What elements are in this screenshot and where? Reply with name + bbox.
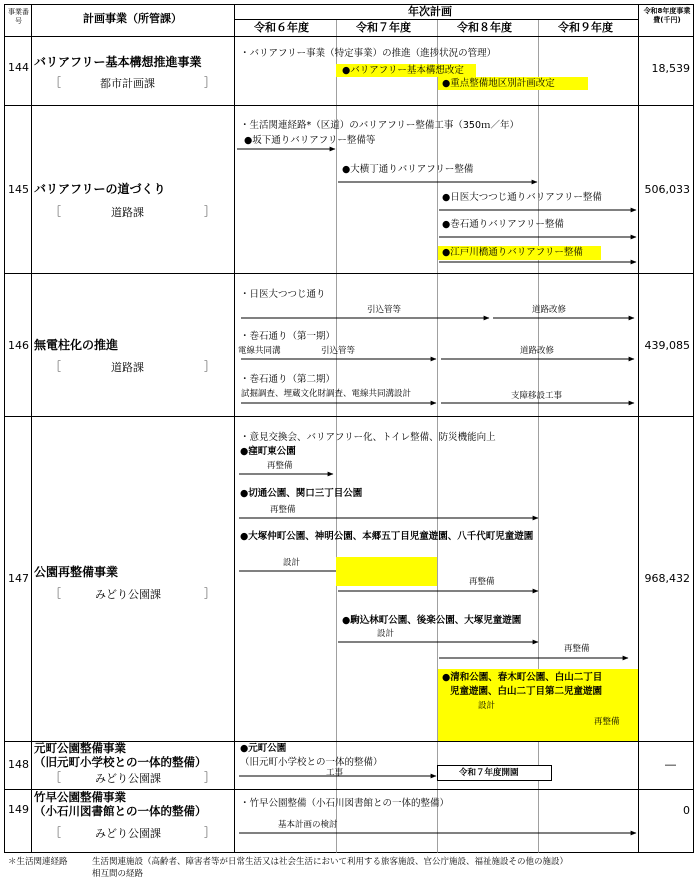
plan-item: 設計 — [283, 558, 301, 568]
row-title-sub: （小石川図書館との一体的整備） — [34, 804, 207, 818]
row-number: 144 — [8, 61, 29, 74]
plan-item: ・日医大つつじ通り — [240, 289, 326, 300]
plan-item: 基本計画の検討 — [278, 820, 338, 830]
plan-item: ●清和公園、春木町公園、白山二丁目 — [442, 672, 603, 683]
row-cost: 506,033 — [644, 183, 690, 196]
plan-item: ・巻石通り（第一期） — [240, 331, 336, 342]
plan-item: 引込管等 — [367, 305, 402, 315]
header-project: 計画事業（所管課） — [83, 12, 182, 25]
row-title: バリアフリーの道づくり — [34, 182, 166, 196]
plan-item: ●日医大つつじ通りバリアフリー整備 — [442, 192, 602, 203]
header-year-r7: 令和７年度 — [356, 21, 411, 34]
row-dept: 道路課 — [111, 206, 144, 219]
row-cost: 0 — [683, 804, 690, 817]
plan-item: ●大横丁通りバリアフリー整備 — [342, 164, 474, 175]
plan-item: ●バリアフリー基本構想改定 — [342, 65, 464, 76]
row-cost: ― — [665, 758, 676, 771]
plan-item: 再整備 — [564, 644, 590, 654]
plan-item: ●坂下通りバリアフリー整備等 — [244, 135, 376, 146]
plan-item: 引込管等 — [321, 346, 356, 356]
dept-bracket-close: ］ — [204, 771, 215, 784]
plan-item: （旧元町小学校との一体的整備） — [240, 757, 383, 768]
plan-item: ●駒込林町公園、後楽公園、大塚児童遊園 — [342, 615, 522, 626]
plan-item: 試掘調査、埋蔵文化財調査、電線共同溝設計 — [241, 389, 412, 399]
row-dept: みどり公園課 — [95, 827, 161, 840]
dept-bracket-close: ］ — [204, 205, 215, 218]
plan-item: 工事 — [326, 768, 344, 778]
row-cost: 439,085 — [644, 339, 690, 352]
footnote-label: ＊生活関連経路 — [8, 857, 68, 867]
plan-item: ●巻石通りバリアフリー整備 — [442, 219, 564, 230]
row-title-sub: （旧元町小学校との一体的整備） — [34, 755, 207, 769]
header-year-r9: 令和９年度 — [558, 21, 613, 34]
plan-item: ●元町公園 — [240, 743, 287, 754]
plan-item: 支障移設工事 — [511, 391, 563, 401]
dept-bracket-open: ［ — [50, 826, 61, 839]
opening-box-label: 令和７年度開園 — [459, 768, 519, 778]
plan-item: 道路改修 — [532, 305, 567, 315]
plan-item: 道路改修 — [520, 346, 555, 356]
plan-item: 再整備 — [270, 505, 296, 515]
plan-item: 再整備 — [267, 461, 293, 471]
footnote-text: 生活関連施設（高齢者、障害者等が日常生活又は社会生活において利用する旅客施設、官公庁施設、福祉施設その他の施設） — [92, 857, 569, 867]
footnote-text-cont: 相互間の経路 — [92, 869, 144, 879]
plan-item: 設計 — [478, 701, 496, 711]
plan-item: 児童遊園、白山二丁目第二児童遊園 — [450, 686, 603, 697]
dept-bracket-close: ］ — [204, 76, 215, 89]
header-cost: 令和8年度事業費(千円) — [643, 7, 691, 24]
plan-item: ・生活関連経路*（区道）のバリアフリー整備工事（350ｍ／年） — [240, 120, 520, 131]
plan-item: ・意見交換会、バリアフリー化、トイレ整備、防災機能向上 — [240, 432, 496, 443]
plan-item: ●窪町東公園 — [240, 446, 296, 457]
row-number: 149 — [8, 803, 29, 816]
plan-item: ・バリアフリー事業（特定事業）の推進（進捗状況の管理） — [240, 48, 497, 59]
dept-bracket-open: ［ — [50, 205, 61, 218]
header-year-r8: 令和８年度 — [457, 21, 512, 34]
row-dept: 都市計画課 — [100, 77, 155, 90]
row-cost: 968,432 — [644, 572, 690, 585]
highlight-design-otsuka — [336, 557, 437, 586]
plan-item: 設計 — [377, 629, 395, 639]
dept-bracket-open: ［ — [50, 587, 61, 600]
header-annual-plan: 年次計画 — [408, 5, 452, 18]
row-title: 公園再整備事業 — [34, 565, 119, 579]
row-number: 148 — [8, 758, 29, 771]
plan-item: 再整備 — [469, 577, 495, 587]
row-title: 元町公園整備事業 — [34, 741, 126, 755]
plan-item: ●重点整備地区別計画改定 — [442, 78, 555, 89]
row-dept: みどり公園課 — [95, 772, 161, 785]
row-title: バリアフリー基本構想推進事業 — [34, 55, 202, 69]
dept-bracket-close: ］ — [204, 587, 215, 600]
row-dept: 道路課 — [111, 361, 144, 374]
row-number: 145 — [8, 183, 29, 196]
dept-bracket-open: ［ — [50, 360, 61, 373]
header-no: 事業番号 — [8, 8, 29, 26]
plan-item: ●切通公園、関口三丁目公園 — [240, 488, 363, 499]
header-year-r6: 令和６年度 — [254, 21, 309, 34]
dept-bracket-open: ［ — [50, 76, 61, 89]
plan-item: ・竹早公園整備（小石川図書館との一体的整備） — [240, 798, 450, 809]
plan-item: 再整備 — [594, 717, 620, 727]
row-number: 147 — [8, 572, 29, 585]
plan-item: 電線共同溝 — [238, 346, 281, 356]
row-number: 146 — [8, 339, 29, 352]
plan-item: ●江戸川橋通りバリアフリー整備 — [442, 247, 583, 258]
dept-bracket-close: ］ — [204, 826, 215, 839]
row-title: 竹早公園整備事業 — [34, 790, 126, 804]
row-cost: 18,539 — [651, 62, 690, 75]
plan-item: ・巻石通り（第二期） — [240, 374, 336, 385]
dept-bracket-close: ］ — [204, 360, 215, 373]
dept-bracket-open: ［ — [50, 771, 61, 784]
row-dept: みどり公園課 — [95, 588, 161, 601]
plan-item: ●大塚仲町公園、神明公園、本郷五丁目児童遊園、八千代町児童遊園 — [240, 531, 534, 542]
row-title: 無電柱化の推進 — [34, 338, 119, 352]
